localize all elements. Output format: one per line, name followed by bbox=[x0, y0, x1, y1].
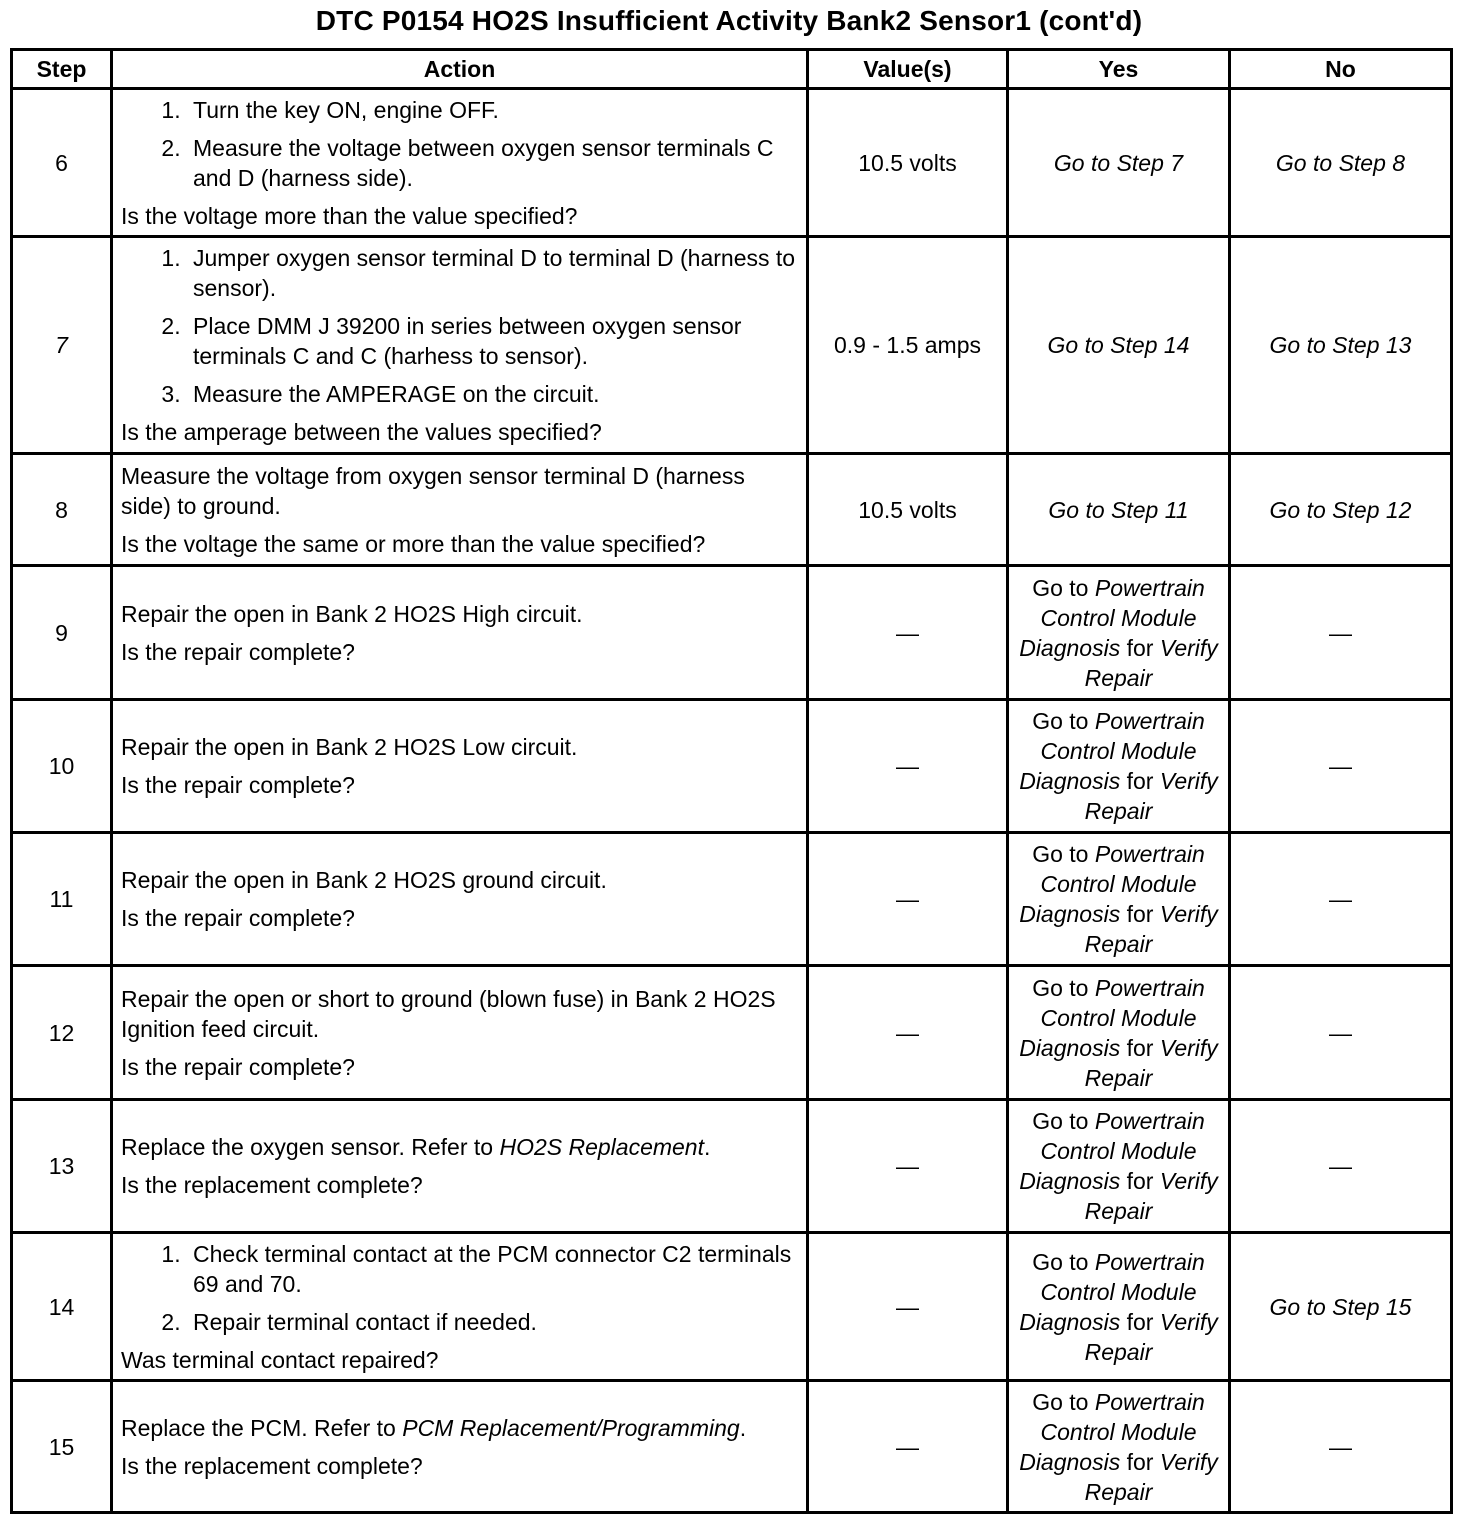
action-question: Is the repair complete? bbox=[121, 772, 355, 798]
yes-cell bbox=[1008, 1381, 1230, 1513]
yes-cell bbox=[1008, 966, 1230, 1100]
step-number: 12 bbox=[12, 966, 112, 1100]
for-text: for bbox=[1120, 768, 1160, 794]
yes-cell bbox=[1008, 1100, 1230, 1233]
step-number: 7 bbox=[12, 237, 112, 454]
action-question: Is the repair complete? bbox=[121, 638, 355, 665]
action-cell bbox=[112, 966, 808, 1100]
header-yes: Yes bbox=[1008, 50, 1230, 89]
table-row bbox=[12, 454, 1452, 566]
for-text: for bbox=[1120, 634, 1160, 661]
action-list bbox=[121, 243, 798, 409]
goto-text: Go to bbox=[1032, 1248, 1095, 1275]
diagnostic-table bbox=[10, 48, 1453, 1514]
goto-text: Go to bbox=[1032, 841, 1095, 867]
header-values: Value(s) bbox=[808, 50, 1008, 89]
value-cell: — bbox=[808, 966, 1008, 1100]
for-text: for bbox=[1120, 901, 1160, 927]
verify-reference: Verify Repair bbox=[1084, 1034, 1218, 1091]
goto-text: Go to bbox=[1032, 974, 1095, 1001]
action-question: Is the voltage the same or more than the value specified? bbox=[121, 530, 706, 557]
replacement-reference: PCM Replacement/Programming bbox=[402, 1414, 740, 1441]
goto-text: Go to bbox=[1032, 1388, 1095, 1415]
table-row bbox=[12, 700, 1452, 833]
doc-reference: Powertrain Control Module Diagnosis bbox=[1019, 708, 1205, 794]
no-cell: Go to Step 8 bbox=[1230, 89, 1452, 237]
header-action: Action bbox=[112, 50, 808, 89]
replacement-reference: HO2S Replacement bbox=[499, 1134, 704, 1160]
value-cell: 10.5 volts bbox=[808, 454, 1008, 566]
no-cell: — bbox=[1230, 1100, 1452, 1233]
no-cell: — bbox=[1230, 966, 1452, 1100]
table-row bbox=[12, 966, 1452, 1100]
header-no: No bbox=[1230, 50, 1452, 89]
step-number: 10 bbox=[12, 700, 112, 833]
value-cell: — bbox=[808, 566, 1008, 700]
action-text bbox=[121, 1132, 798, 1162]
action-item: 2. Measure the voltage between oxygen sensor terminals C and D (harness side). bbox=[187, 133, 798, 193]
action-cell bbox=[112, 237, 808, 454]
verify-reference: Verify Repair bbox=[1084, 634, 1218, 691]
no-cell: — bbox=[1230, 700, 1452, 833]
yes-cell bbox=[1008, 700, 1230, 833]
table-row bbox=[12, 89, 1452, 237]
yes-cell: Go to Step 14 bbox=[1008, 237, 1230, 454]
table-row bbox=[12, 1233, 1452, 1381]
value-cell: 10.5 volts bbox=[808, 89, 1008, 237]
yes-cell bbox=[1008, 566, 1230, 700]
yes-cell bbox=[1008, 1233, 1230, 1381]
action-cell bbox=[112, 1100, 808, 1233]
no-cell: Go to Step 13 bbox=[1230, 237, 1452, 454]
step-number: 11 bbox=[12, 833, 112, 966]
step-number: 15 bbox=[12, 1381, 112, 1513]
table-row bbox=[12, 566, 1452, 700]
goto-text: Go to bbox=[1032, 1108, 1095, 1134]
action-question: Is the replacement complete? bbox=[121, 1452, 423, 1479]
value-cell: — bbox=[808, 1233, 1008, 1381]
action-cell bbox=[112, 700, 808, 833]
step-number: 8 bbox=[12, 454, 112, 566]
value-cell: — bbox=[808, 833, 1008, 966]
step-number: 13 bbox=[12, 1100, 112, 1233]
action-text: Repair the open or short to ground (blown fuse) in Bank 2 HO2S Ignition feed circuit. bbox=[121, 985, 776, 1042]
step-number: 6 bbox=[12, 89, 112, 237]
for-text: for bbox=[1120, 1448, 1160, 1475]
step-number: 14 bbox=[12, 1233, 112, 1381]
action-item: 2. Repair terminal contact if needed. bbox=[187, 1307, 798, 1337]
action-text bbox=[121, 1413, 798, 1443]
action-item: 1. Turn the key ON, engine OFF. bbox=[187, 95, 798, 125]
value-cell: — bbox=[808, 700, 1008, 833]
step-number: 9 bbox=[12, 566, 112, 700]
action-question: Is the repair complete? bbox=[121, 905, 355, 931]
for-text: for bbox=[1120, 1308, 1160, 1335]
verify-reference: Verify Repair bbox=[1084, 1168, 1218, 1224]
verify-reference: Verify Repair bbox=[1084, 901, 1218, 957]
action-cell bbox=[112, 1233, 808, 1381]
value-cell: 0.9 - 1.5 amps bbox=[808, 237, 1008, 454]
no-cell: Go to Step 15 bbox=[1230, 1233, 1452, 1381]
doc-reference: Powertrain Control Module Diagnosis bbox=[1019, 1388, 1205, 1475]
action-cell bbox=[112, 89, 808, 237]
yes-cell: Go to Step 7 bbox=[1008, 89, 1230, 237]
action-question: Is the voltage more than the value specified? bbox=[121, 202, 578, 229]
action-item: 1. Jumper oxygen sensor terminal D to terminal D (harness to sensor). bbox=[187, 243, 798, 303]
verify-reference: Verify Repair bbox=[1084, 1448, 1218, 1505]
doc-reference: Powertrain Control Module Diagnosis bbox=[1019, 974, 1205, 1061]
action-cell bbox=[112, 1381, 808, 1513]
no-cell: Go to Step 12 bbox=[1230, 454, 1452, 566]
yes-cell bbox=[1008, 833, 1230, 966]
action-text-prefix: Replace the oxygen sensor. Refer to bbox=[121, 1134, 500, 1160]
table-row bbox=[12, 237, 1452, 454]
table-header-row bbox=[12, 50, 1452, 89]
action-text-prefix: Replace the PCM. Refer to bbox=[121, 1414, 403, 1441]
header-step: Step bbox=[12, 50, 112, 89]
action-question: Is the amperage between the values specified? bbox=[121, 419, 602, 445]
action-text: Measure the voltage from oxygen sensor terminal D (harness side) to ground. bbox=[121, 462, 745, 519]
table-row bbox=[12, 1381, 1452, 1513]
no-cell: — bbox=[1230, 1381, 1452, 1513]
action-list bbox=[121, 95, 798, 193]
action-cell bbox=[112, 454, 808, 566]
yes-cell: Go to Step 11 bbox=[1008, 454, 1230, 566]
verify-reference: Verify Repair bbox=[1084, 1308, 1218, 1365]
no-cell: — bbox=[1230, 566, 1452, 700]
no-cell: — bbox=[1230, 833, 1452, 966]
for-text: for bbox=[1120, 1168, 1160, 1194]
doc-reference: Powertrain Control Module Diagnosis bbox=[1019, 1248, 1205, 1335]
table-row bbox=[12, 833, 1452, 966]
action-cell bbox=[112, 566, 808, 700]
action-list bbox=[121, 1239, 798, 1337]
goto-text: Go to bbox=[1032, 574, 1095, 601]
verify-reference: Verify Repair bbox=[1084, 768, 1218, 824]
for-text: for bbox=[1120, 1034, 1160, 1061]
action-item: 1. Check terminal contact at the PCM connector C2 terminals 69 and 70. bbox=[187, 1239, 798, 1299]
table-row bbox=[12, 1100, 1452, 1233]
goto-text: Go to bbox=[1032, 708, 1095, 734]
action-item: 3. Measure the AMPERAGE on the circuit. bbox=[187, 379, 798, 409]
action-question: Is the repair complete? bbox=[121, 1053, 355, 1080]
action-cell bbox=[112, 833, 808, 966]
doc-reference: Powertrain Control Module Diagnosis bbox=[1019, 574, 1205, 661]
action-text: Repair the open in Bank 2 HO2S Low circuit. bbox=[121, 734, 578, 760]
doc-reference: Powertrain Control Module Diagnosis bbox=[1019, 841, 1205, 927]
action-question: Is the replacement complete? bbox=[121, 1172, 423, 1198]
action-text-suffix: . bbox=[704, 1134, 711, 1160]
doc-reference: Powertrain Control Module Diagnosis bbox=[1019, 1108, 1205, 1194]
value-cell: — bbox=[808, 1381, 1008, 1513]
page-title: DTC P0154 HO2S Insufficient Activity Bank2 Sensor1 (cont'd) bbox=[315, 5, 1143, 36]
action-text-suffix: . bbox=[739, 1414, 747, 1441]
action-text: Repair the open in Bank 2 HO2S High circuit. bbox=[121, 600, 583, 627]
action-text: Repair the open in Bank 2 HO2S ground circuit. bbox=[121, 867, 607, 893]
action-question: Was terminal contact repaired? bbox=[121, 1346, 439, 1373]
action-item: 2. Place DMM J 39200 in series between oxygen sensor terminals C and C (harhess to sensor). bbox=[187, 311, 798, 371]
value-cell: — bbox=[808, 1100, 1008, 1233]
